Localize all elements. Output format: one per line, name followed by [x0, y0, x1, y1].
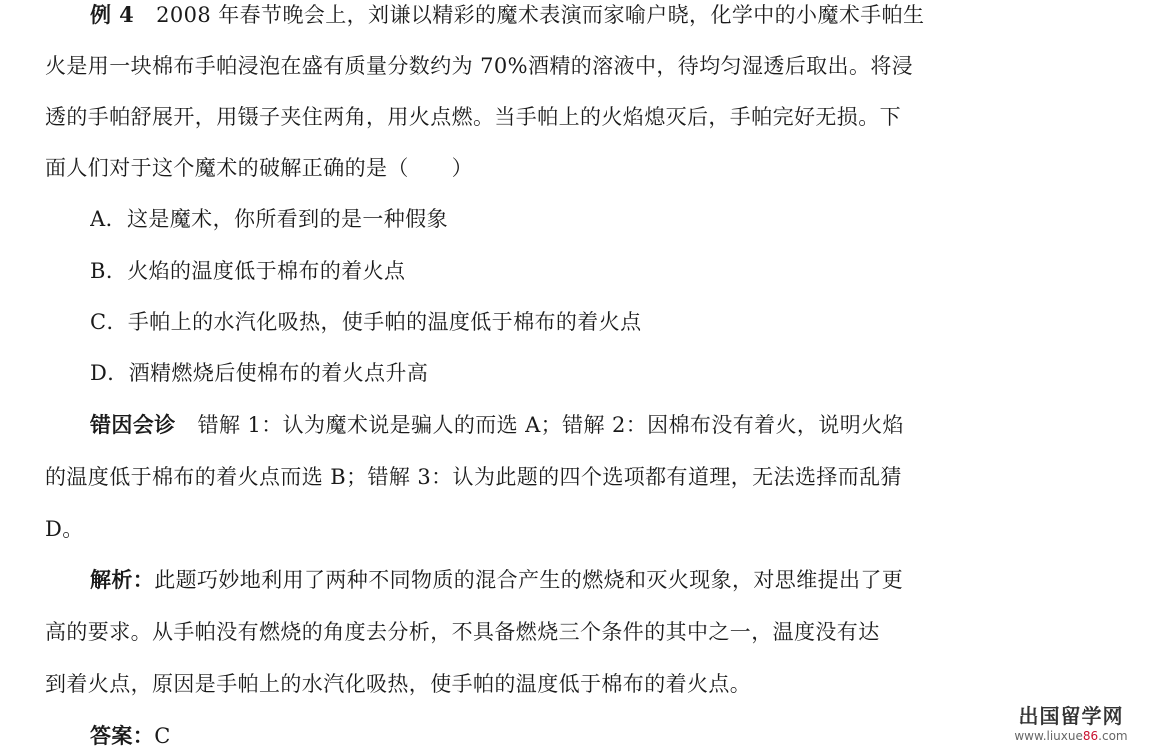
analysis-label: 解析： [90, 567, 155, 592]
diagnosis-line-1 [90, 410, 965, 440]
watermark-url-number: 86 [1082, 729, 1099, 743]
diagnosis-line-2: 的温度低于棉布的着火点而选 B；错解 3：认为此题的四个选项都有道理，无法选择而乱猜 [45, 465, 902, 489]
watermark-title: 出国留学网 [1018, 704, 1124, 728]
analysis-text: 此题巧妙地利用了两种不同物质的混合产生的燃烧和灭火现象，对思维提出了更 [154, 568, 904, 592]
example-line-2: 火是用一块棉布手帕浸泡在盛有质量分数约为 70%酒精的溶液中，待均匀湿透后取出。将浸 [45, 54, 914, 78]
answer-line [90, 721, 965, 751]
analysis-line-2: 高的要求。从手帕没有燃烧的角度去分析，不具备燃烧三个条件的其中之一，温度没有达 [45, 620, 880, 644]
analysis-line-1 [90, 565, 965, 595]
diagnosis-label: 错因会诊 [90, 412, 176, 437]
option-c: C．手帕上的水汽化吸热，使手帕的温度低于棉布的着火点 [90, 310, 642, 334]
watermark-url [996, 728, 1146, 744]
example-label: 例 4 [90, 2, 135, 27]
example-line-4: 面人们对于这个魔术的破解正确的是（ ） [45, 156, 473, 180]
analysis-line-3: 到着火点，原因是手帕上的水汽化吸热，使手帕的温度低于棉布的着火点。 [45, 672, 752, 696]
diagnosis-text: 错解 1：认为魔术说是骗人的而选 A；错解 2：因棉布没有着火，说明火焰 [197, 413, 904, 437]
site-watermark [996, 704, 1146, 748]
answer-label: 答案： [90, 723, 155, 748]
option-a: A．这是魔术，你所看到的是一种假象 [90, 207, 448, 231]
example-text: 2008 年春节晚会上，刘谦以精彩的魔术表演而家喻户晓，化学中的小魔术手帕生 [156, 3, 925, 27]
option-b: B．火焰的温度低于棉布的着火点 [90, 259, 406, 283]
example-line-3: 透的手帕舒展开，用镊子夹住两角，用火点燃。当手帕上的火焰熄灭后，手帕完好无损。下 [45, 105, 901, 129]
example-line-1 [90, 0, 965, 30]
answer-value: C [154, 724, 171, 748]
watermark-url-suffix: .com [1098, 729, 1128, 743]
option-d: D．酒精燃烧后使棉布的着火点升高 [90, 361, 429, 385]
watermark-url-prefix: www.liuxue [1014, 729, 1083, 743]
diagnosis-line-3: D。 [45, 517, 84, 541]
